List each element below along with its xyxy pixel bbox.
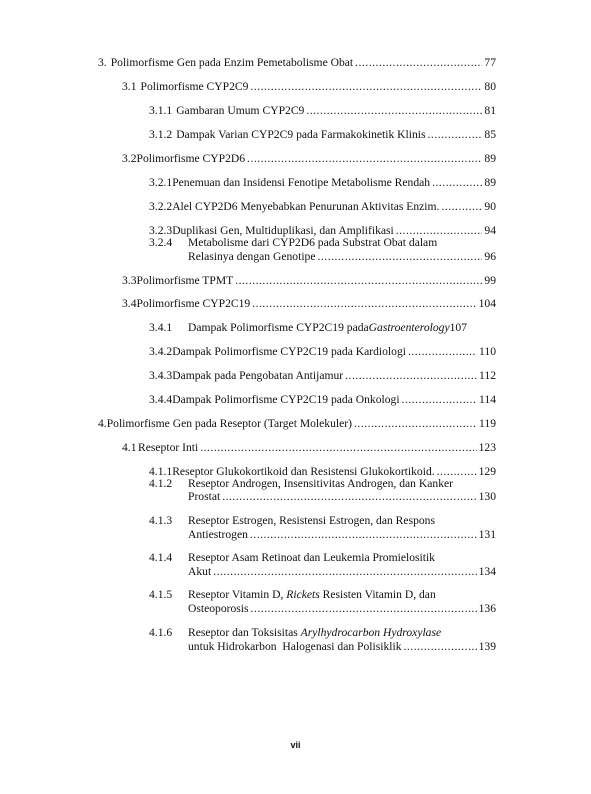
toc-entry[interactable] [149,128,496,141]
toc-number: 3.2.4 [149,236,173,249]
toc-entry-first-line[interactable] [149,551,435,564]
toc-title: Polimorfisme TPMT [136,274,234,287]
toc-page-number: 81 [484,104,496,117]
toc-number: 3.2.2 [149,200,173,213]
toc-entry[interactable] [98,417,496,430]
dot-leader [213,565,476,578]
toc-title: Polimorfisme CYP2C19 [136,297,251,310]
toc-page-number: 96 [484,250,496,263]
dot-leader [402,393,477,406]
toc-entry[interactable] [149,200,496,213]
toc-entry[interactable] [188,640,496,653]
dot-leader [306,104,482,117]
dot-leader [252,297,476,310]
page-number-footer: vii [290,740,301,750]
toc-number: 4.1.5 [149,588,173,601]
toc-title: Gambaran Umum CYP2C9 [176,104,305,117]
toc-entry[interactable] [188,250,496,263]
toc-number: 3. [98,56,107,69]
toc-page-number: 89 [484,152,496,165]
toc-entry[interactable] [149,176,496,189]
toc-title: Duplikasi Gen, Multiduplikasi, dan Amplifikasi [172,224,394,237]
dot-leader [441,200,482,213]
toc-number: 4.1.6 [149,626,173,639]
toc-entry[interactable] [188,490,496,503]
toc-title-continued: Akut [188,565,212,578]
toc-title: Metabolisme dari CYP2D6 pada Substrat Obat dalam [188,236,438,249]
toc-title: Reseptor Inti [138,441,199,454]
toc-title: Reseptor Androgen, Insensitivitas Androgen, dan Kanker [188,477,453,490]
toc-entry-first-line[interactable] [149,514,435,527]
toc-page-number: 119 [479,417,496,430]
toc-title-italic: Gastroenterology [368,321,450,334]
toc-number: 3.1 [122,80,137,93]
toc-page-number: 139 [478,640,496,653]
toc-title: Reseptor dan Toksisitas [188,626,301,639]
toc-page-number: 123 [478,441,496,454]
dot-leader [404,640,477,653]
toc-title: Dampak Polimorfisme CYP2C19 pada Onkologi [172,393,400,406]
toc-entry[interactable] [188,602,496,615]
dot-leader [250,528,477,541]
dot-leader [318,250,483,263]
toc-number: 3.1.1 [149,104,173,117]
toc-title: Dampak Polimorfisme CYP2C19 pada [188,321,369,334]
toc-number: 3.4.2 [149,345,173,358]
toc-entry[interactable] [122,297,496,310]
toc-number: 4. [98,417,107,430]
toc-number: 3.4.1 [149,321,173,334]
toc-page-number: 134 [478,565,496,578]
dot-leader [432,176,482,189]
toc-entry[interactable] [149,321,496,334]
toc-page-number: 89 [484,176,496,189]
toc-title: Penemuan dan Insidensi Fenotipe Metabolisme Rendah [172,176,431,189]
toc-entry[interactable] [122,152,496,165]
toc-page-number: 110 [479,345,496,358]
toc-number: 3.4.4 [149,393,173,406]
toc-title-continued: Osteoporosis [188,602,249,615]
toc-title-after: Resisten Vitamin D, dan [319,588,436,601]
toc-entry-first-line[interactable] [149,626,441,639]
toc-title: Reseptor Estrogen, Resistensi Estrogen, dan Respons [188,514,435,527]
dot-leader [222,490,476,503]
toc-title-continued: Relasinya dengan Genotipe [188,250,316,263]
toc-title-continued: Prostat [188,490,221,503]
toc-entry[interactable] [149,104,496,117]
toc-number: 3.2.3 [149,224,173,237]
toc-number: 3.2.1 [149,176,173,189]
dot-leader [200,441,476,454]
toc-page-number: 136 [478,602,496,615]
toc-entry-first-line[interactable] [149,588,436,601]
toc-page-number: 129 [478,465,496,478]
toc-entry[interactable] [149,345,496,358]
toc-number: 3.2 [122,152,137,165]
toc-page-number: 107 [449,321,467,334]
dot-leader [355,56,482,69]
toc-number: 4.1.4 [149,551,173,564]
toc-entry[interactable] [188,528,496,541]
dot-leader [345,369,477,382]
toc-entry-first-line[interactable] [149,236,437,249]
toc-page-number: 114 [479,393,496,406]
toc-entry[interactable] [149,393,496,406]
toc-page-number: 130 [478,490,496,503]
toc-title: Reseptor Asam Retinoat dan Leukemia Promielositik [188,551,435,564]
toc-entry[interactable] [188,565,496,578]
toc-number: 3.4.3 [149,369,173,382]
toc-page-number: 131 [478,528,496,541]
toc-title: Alel CYP2D6 Menyebabkan Penurunan Aktivitas Enzim. [172,200,440,213]
dot-leader [250,80,482,93]
toc-title: Polimorfisme CYP2D6 [136,152,246,165]
toc-page-number: 80 [484,80,496,93]
toc-page-number: 99 [484,274,496,287]
toc-title-italic: Rickets [286,588,320,601]
dot-leader [408,345,477,358]
dot-leader [428,128,483,141]
toc-number: 3.1.2 [149,128,173,141]
toc-title: Reseptor Vitamin D, [188,588,287,601]
toc-page-number: 94 [484,224,496,237]
toc-number: 4.1 [122,441,137,454]
dot-leader [235,274,482,287]
toc-entry[interactable] [122,80,496,93]
toc-entry[interactable] [122,441,496,454]
toc-title: Polimorfisme CYP2C9 [140,80,249,93]
dot-leader [247,152,482,165]
toc-number: 4.1.3 [149,514,173,527]
toc-page-number: 112 [479,369,496,382]
toc-number: 3.4 [122,297,137,310]
dot-leader [354,417,477,430]
toc-title-continued: Antiestrogen [188,528,248,541]
toc-title: Polimorfisme Gen pada Reseptor (Target Molekuler) [106,417,352,430]
toc-number: 4.1.1 [149,465,173,478]
toc-entry[interactable] [98,56,496,69]
toc-entry[interactable] [122,274,496,287]
toc-number: 4.1.2 [149,477,173,490]
toc-page-number: 90 [484,200,496,213]
toc-number: 3.3 [122,274,137,287]
toc-title: Dampak Polimorfisme CYP2C19 pada Kardiologi [172,345,406,358]
toc-page-number: 104 [478,297,496,310]
toc-entry-first-line[interactable] [149,477,453,490]
toc-title: Dampak pada Pengobatan Antijamur [172,369,344,382]
toc-title-continued: untuk Hidrokarbon Halogenasi dan Polisiklik [188,640,402,653]
toc-page-number: 85 [484,128,496,141]
toc-title: Reseptor Glukokortikoid dan Resistensi Glukokortikoid. [172,465,435,478]
toc-page-number: 77 [484,56,496,69]
toc-entry[interactable] [149,369,496,382]
toc-title: Dampak Varian CYP2C9 pada Farmakokinetik Klinis [176,128,426,141]
dot-leader [251,602,477,615]
toc-title-italic: Arylhydrocarbon Hydroxylase [300,626,442,639]
toc-title: Polimorfisme Gen pada Enzim Pemetabolisme Obat [110,56,354,69]
